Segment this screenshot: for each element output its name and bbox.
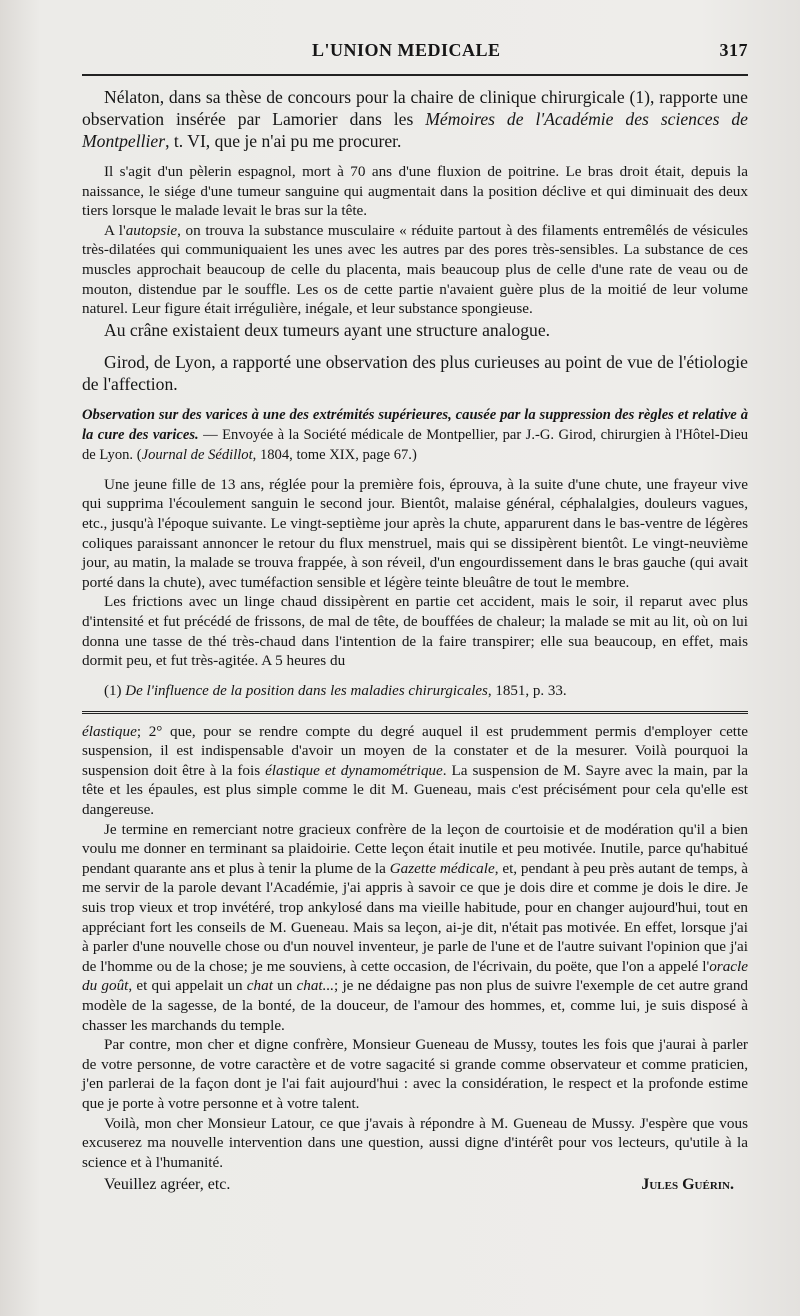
running-head — [82, 40, 748, 68]
closing-line: Veuillez agréer, etc. — [104, 1176, 231, 1194]
paragraph-frictions: Les frictions avec un linge chaud dissipèrent en partie cet accident, mais le soir, il reparut avec plus d'intensité et fut précédé de frissons, de mal de tête, de bouffées de chaleur; la malade se mit au lit, où on lui donna une tasse de thé très-chaud dans l'intention de la faire transpirer; elle sua beaucoup, en effet, mais dormit peu, et fut très-agitée. A 5 heures du — [82, 593, 748, 670]
journal-title: L'UNION MEDICALE — [312, 40, 501, 60]
paragraph-jeune-fille: Une jeune fille de 13 ans, réglée pour la première fois, éprouva, à la suite d'une chute, une frayeur vive qui supprima l'écoulement sanguin le second jour. Bientôt, malaise général, céphalalgies, douleurs vagues, etc., jusqu'à l'époque suivante. Le vingt-septième jour après la chute, apparurent dans le bas-ventre de légères coliques paraissant annoncer le retour du flux menstruel, mais qui se dissipèrent bientôt. Le vingt-neuvième jour, au matin, la malade se trouva frappée, à son réveil, d'un engourdissement dans le bras gauche (qui avait porté dans la chute), avec tuméfaction sensible et légère teinte bleuâtre de tout le membre. — [82, 475, 748, 591]
paragraph-je-termine: Je termine en remerciant notre gracieux confrère de la leçon de courtoisie et de modération qu'il a bien voulu me donner en terminant sa plaidoirie. Cette leçon était inutile et peu motivée. Inutile, parce qu'habitué pendant quarante ans et plus à tenir la plume de la Gazette médicale, et, pendant à peu près autant de temps, à me servir de la parole devant l'Académie, j'ai appris à savoir ce que je dois dire et comme je dois le dire. Je suis trop vieux et trop invétéré, trop ankylosé dans ma vieille habitude, pour en changer aujourd'hui, tout en appréciant fort les conseils de M. Gueneau. Mais sa leçon, ai-je dit, n'était pas motivée. En effet, lorsque j'ai à parler d'une nouvelle chose ou d'un nouvel inventeur, je parle de l'une et de l'autre suivant l'opinion que j'ai de l'homme ou de la chose; je me souviens, à cette occasion, de l'écrivain, du poëte, que l'on a appelé l'oracle du goût, et qui appelait un chat un chat...; je ne dédaigne pas non plus de suivre l'exemple de cet autre grand modèle de la sagesse, de la bonté, de la douceur, de l'amour des hommes, et, comme lui, je suis disposé à chasser les marchands du temple. — [82, 820, 749, 1034]
paragraph-crane: Au crâne existaient deux tumeurs ayant une structure analogue. — [104, 319, 551, 340]
signature: Jules Guérin. — [641, 1176, 734, 1194]
paragraph-nelaton: Nélaton, dans sa thèse de concours pour la chaire de clinique chirurgicale (1), rapporte une observation insérée par Lamorier dans les Mémoires de l'Académie des sciences de Montpellier, t. VI, que je n'ai pu me procurer. — [82, 87, 748, 151]
footnote: (1) De l'influence de la position dans les maladies chirurgicales, 1851, p. 33. — [104, 682, 567, 699]
paragraph-autopsie: A l'autopsie, on trouva la substance musculaire « réduite partout à des filaments entremêlés de vésicules très-dilatées qui communiquaient les unes avec les autres par des pores très-sensibles. La substance de ces muscles approchait beaucoup de celle du placenta, mais beaucoup plus de celle d'une rate de veau ou de mouton, distendue par le souffle. Les os de cette partie n'avaient guère plus de la moitié de leur volume naturel. Leur figure était irrégulière, inégale, et leur substance spongieuse. — [82, 221, 748, 318]
header-rule — [82, 74, 748, 76]
page-number: 317 — [719, 40, 748, 60]
signature-block — [82, 1176, 748, 1194]
paragraph-girod: Girod, de Lyon, a rapporté une observation des plus curieuses au point de vue de l'étiologie de l'affection. — [82, 351, 748, 394]
paragraph-par-contre: Par contre, mon cher et digne confrère, Monsieur Gueneau de Mussy, toutes les fois que j'aurai à parler de votre personne, de votre caractère et de votre sagacité si grande comme observateur et comme praticien, j'en parlerai de la façon dont je l'ai fait aujourd'hui : avec la considération, le respect et la profonde estime que je porte à votre personne et à votre talent. — [82, 1036, 748, 1112]
paragraph-pelerin: Il s'agit d'un pèlerin espagnol, mort à 70 ans d'une fluxion de poitrine. Le bras droit était, depuis la naissance, le siége d'une tumeur sanguine qui augmentait dans la position déclive et qui diminuait des deux tiers lorsque le malade levait le bras sur la tête. — [82, 163, 748, 220]
section-rule — [82, 711, 748, 714]
paragraph-voila: Voilà, mon cher Monsieur Latour, ce que j'avais à répondre à M. Gueneau de Mussy. J'espère que vous excuserez ma nouvelle intervention dans une question, aussi digne d'intérêt pour vos lecteurs, qu'utile à la science et à l'humanité. — [82, 1114, 748, 1171]
paragraph-elastique: élastique; 2° que, pour se rendre compte du degré auquel il est prudemment permis d'employer cette suspension, il est indispensable d'avoir un moyen de la constater et de la mesurer. Voilà pourquoi la suspension doit être à la fois élastique et dynamométrique. La suspension de M. Sayre avec la main, par la tête et les épaules, est plus simple comme le dit M. Gueneau, mais c'est précisément pour cela qu'elle est dangereuse. — [82, 722, 748, 819]
reference-girod: Observation sur des varices à une des extrémités supérieures, causée par la suppression des règles et relative à la cure des varices. — Envoyée à la Société médicale de Montpellier, par J.-G. Girod, chirurgien à l'Hôtel-Dieu de Lyon. (Journal de Sédillot, 1804, tome XIX, page 67.) — [82, 406, 748, 463]
